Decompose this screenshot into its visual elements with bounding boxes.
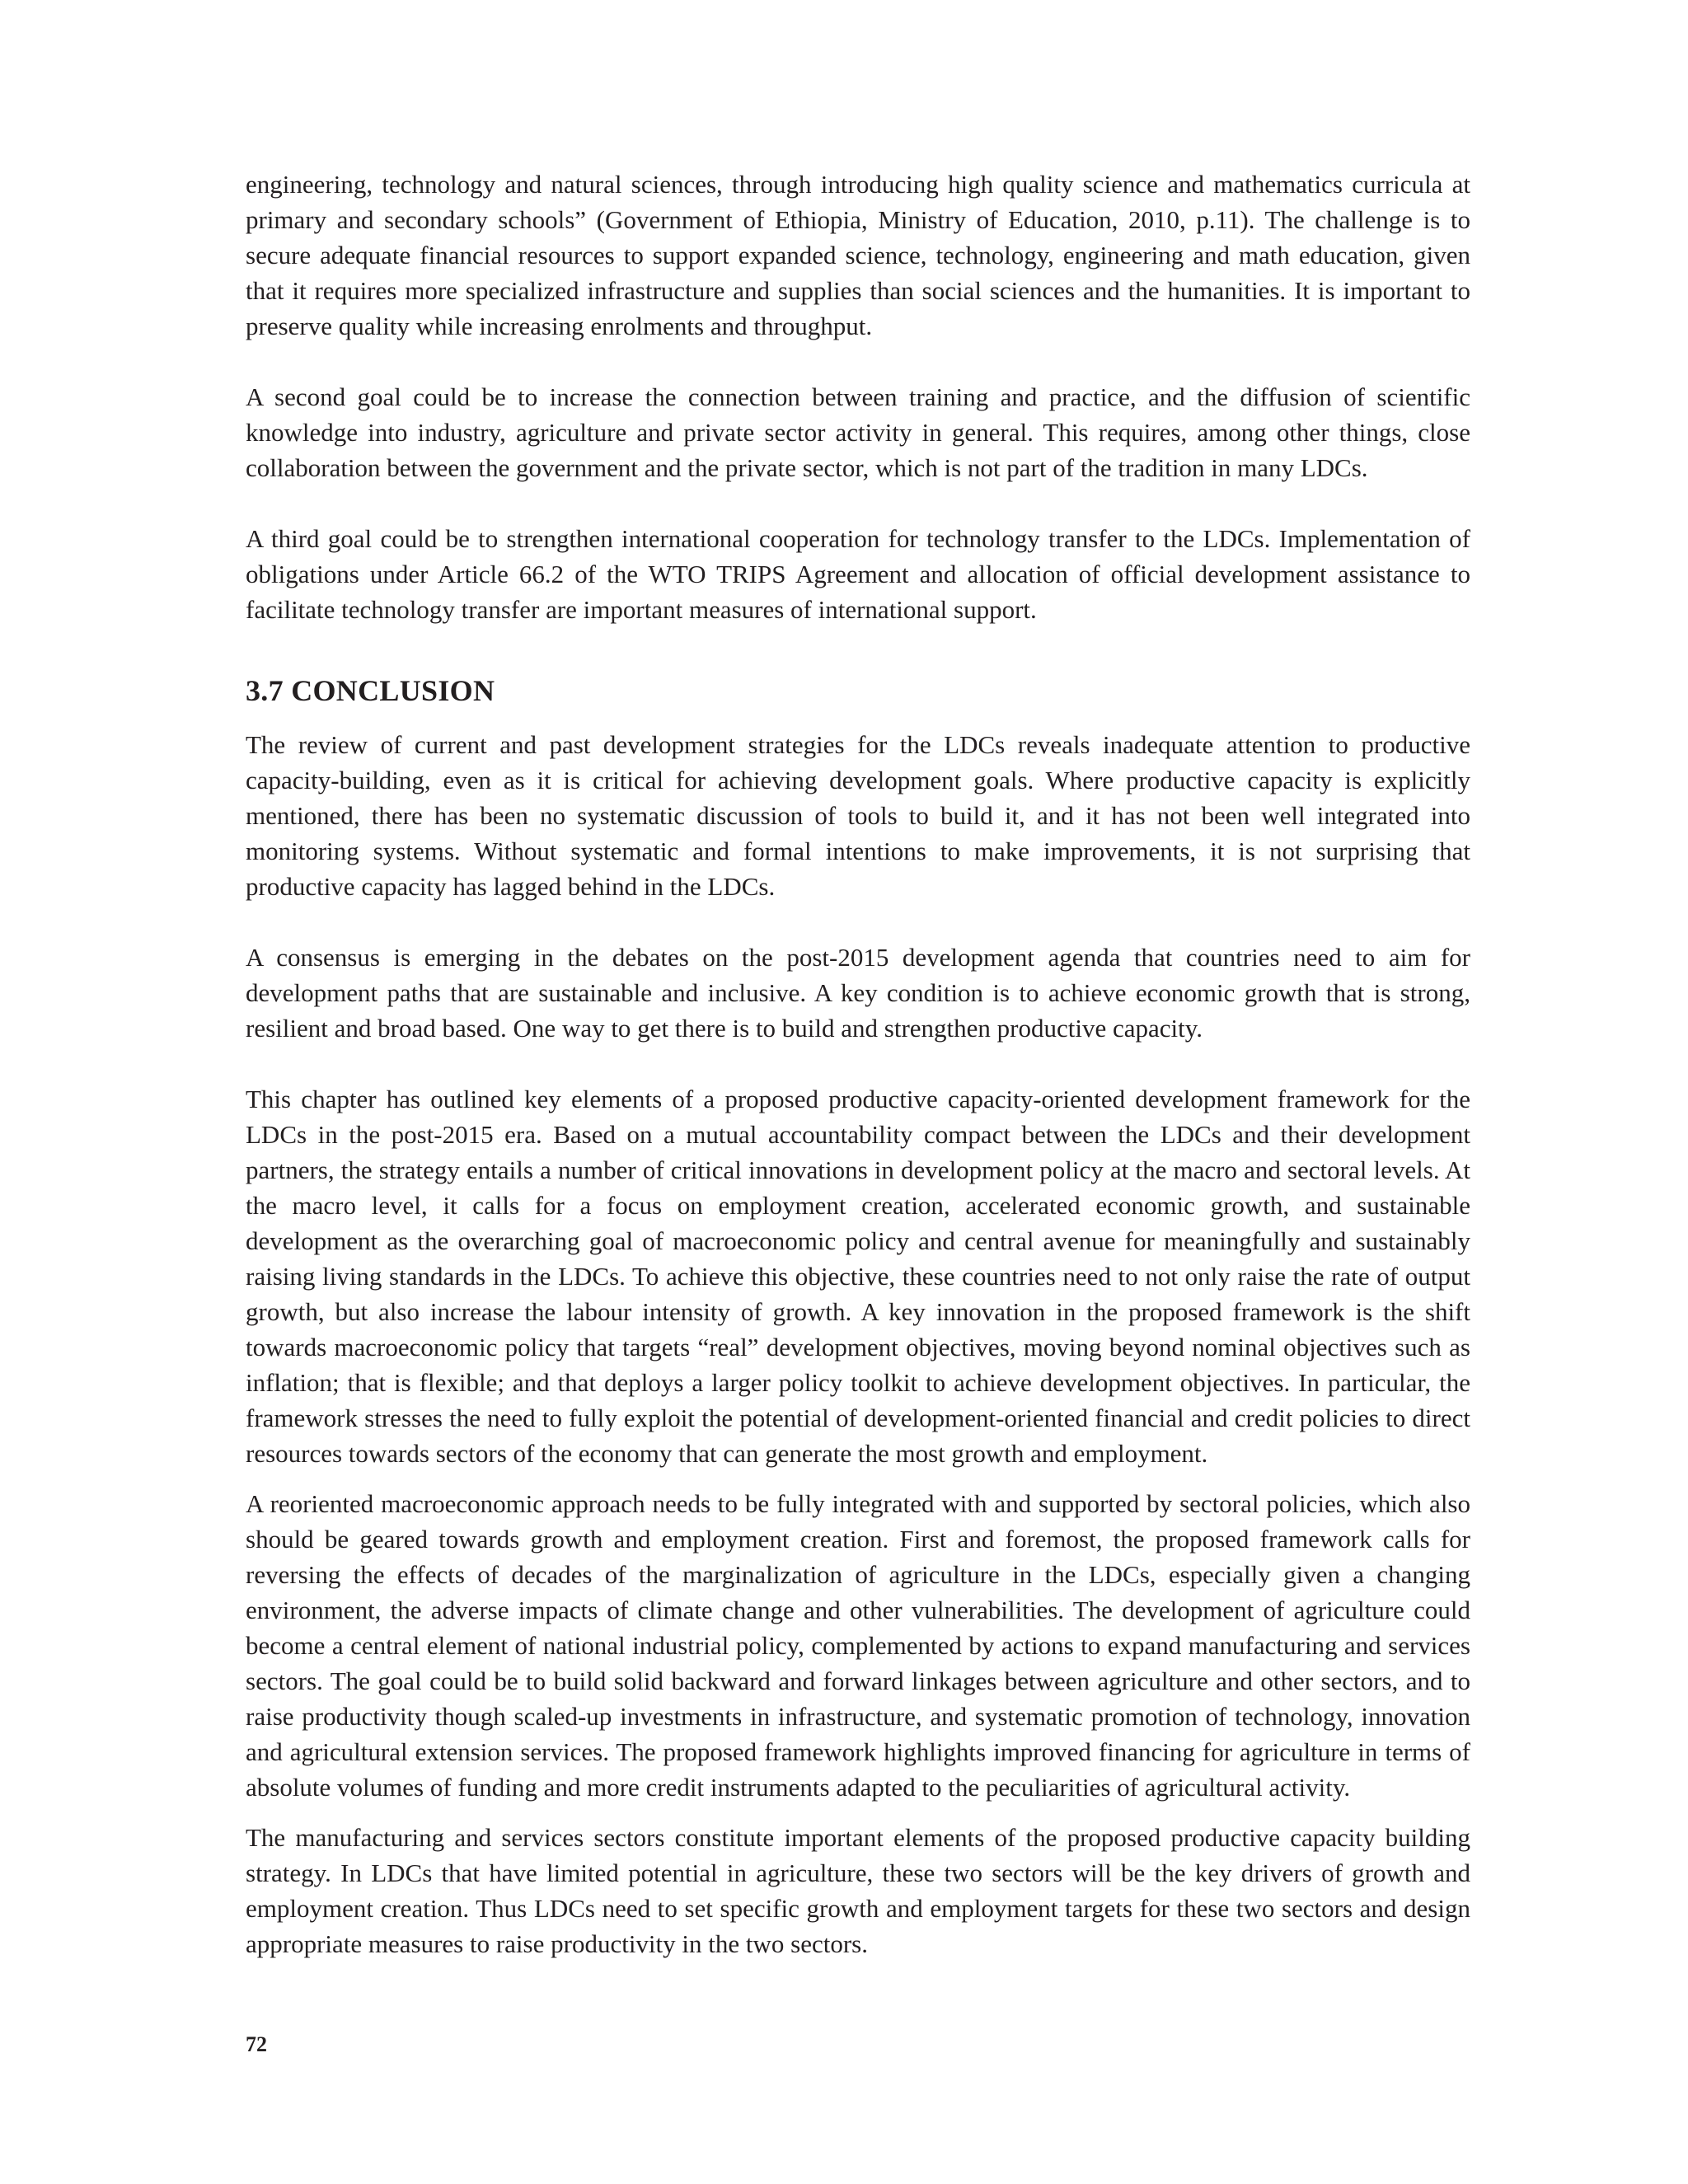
body-text [246,166,1470,1961]
page-number: 72 [246,2032,267,2056]
paragraph-review: The review of current and past development strategies for the LDCs reveals inadequate attention to productive capacity-building, even as it is critical for achieving development goals. Where productive capacity is explicitly mentioned, there has been no systematic discussion of tools to build it, and it has not been well integrated into monitoring systems. Without systematic and formal intentions to make improvements, it is not surprising that productive capacity has lagged behind in the LDCs. [246,730,1470,901]
paragraph-macroeconomic-approach: A reoriented macroeconomic approach needs to be fully integrated with and supported by sectoral policies, which also should be geared towards growth and employment creation. First and foremost, the proposed framework calls for reversing the effects of decades of the marginalization of agriculture in the LDCs, especially given a changing environment, the adverse impacts of climate change and other vulnerabilities. The development of agriculture could become a central element of national industrial policy, complemented by actions to expand manufacturing and services sectors. The goal could be to build solid backward and forward linkages between agriculture and other sectors, and to raise productivity though scaled-up investments in infrastructure, and systematic promotion of technology, innovation and agricultural extension services. The proposed framework highlights improved financing for agriculture in terms of absolute volumes of funding and more credit instruments adapted to the peculiarities of agricultural activity. [246,1489,1470,1802]
paragraph-manufacturing-services: The manufacturing and services sectors constitute important elements of the proposed productive capacity building strategy. In LDCs that have limited potential in agriculture, these two sectors will be the key drivers of growth and employment creation. Thus LDCs need to set specific growth and employment targets for these two sectors and design appropriate measures to raise productivity in the two sectors. [246,1823,1470,1958]
paragraph-second-goal: A second goal could be to increase the connection between training and practice, and the diffusion of scientific knowledge into industry, agriculture and private sector activity in general. This requires, among other things, close collaboration between the government and the private sector, which is not part of the tradition in many LDCs. [246,382,1470,482]
paragraph-chapter-outline: This chapter has outlined key elements of a proposed productive capacity-oriented development framework for the LDCs in the post-2015 era. Based on a mutual accountability compact between the LDCs and their development partners, the strategy entails a number of critical innovations in development policy at the macro and sectoral levels. At the macro level, it calls for a focus on employment creation, accelerated economic growth, and sustainable development as the overarching goal of macroeconomic policy and central avenue for meaningfully and sustainably raising living standards in the LDCs. To achieve this objective, these countries need to not only raise the rate of output growth, but also increase the labour intensity of growth. A key innovation in the proposed framework is the shift towards macroeconomic policy that targets “real” development objectives, moving beyond nominal objectives such as inflation; that is flexible; and that deploys a larger policy toolkit to achieve development objectives. In particular, the framework stresses the need to fully exploit the potential of development-oriented financial and credit policies to direct resources towards sectors of the economy that can generate the most growth and employment. [246,1085,1470,1468]
paragraph-stem-education: engineering, technology and natural sciences, through introducing high quality science and mathematics curricula at primary and secondary schools” (Government of Ethiopia, Ministry of Education, 2010, p.11). The challenge is to secure adequate financial resources to support expanded science, technology, engineering and math education, given that it requires more specialized infrastructure and supplies than social sciences and the humanities. It is important to preserve quality while increasing enrolments and throughput. [246,170,1470,340]
paragraph-consensus: A consensus is emerging in the debates on the post-2015 development agenda that countries need to aim for development paths that are sustainable and inclusive. A key condition is to achieve economic growth that is strong, resilient and broad based. One way to get there is to build and strengthen productive capacity. [246,943,1470,1043]
section-heading-conclusion: 3.7 CONCLUSION [246,674,495,707]
paragraph-third-goal: A third goal could be to strengthen international cooperation for technology transfer to the LDCs. Implementation of obligations under Article 66.2 of the WTO TRIPS Agreement and allocation of official development assistance to facilitate technology transfer are important measures of international support. [246,524,1470,624]
